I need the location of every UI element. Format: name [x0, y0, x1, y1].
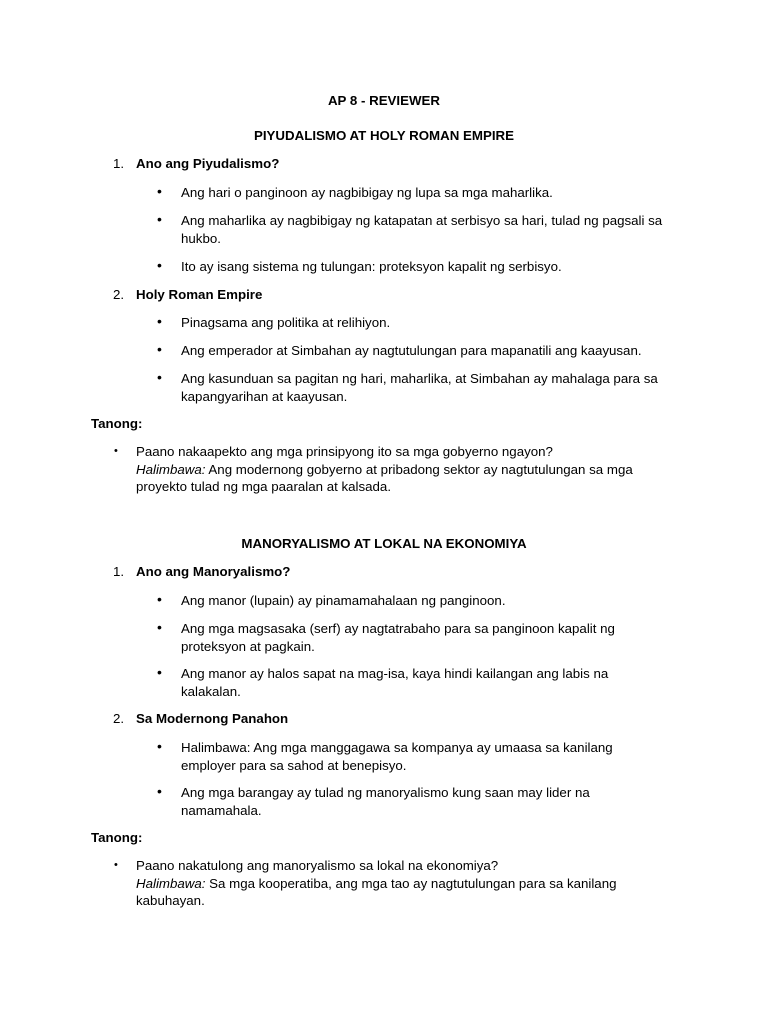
bullet-text: Ang mga barangay ay tulad ng manoryalismo kung saan may lider na namamahala. — [181, 785, 590, 818]
bullet-icon: • — [157, 369, 162, 385]
bullet-icon: • — [157, 313, 162, 329]
bullet-text: Ang maharlika ay nagbibigay ng katapatan at serbisyo sa hari, tulad ng pagsali sa hukbo. — [181, 213, 663, 246]
example-label: Halimbawa: — [136, 875, 206, 891]
bullet-text: Ang manor ay halos sapat na mag-isa, kaya hindi kailangan ang labis na kalakalan. — [181, 666, 609, 699]
bullet-icon: • — [157, 664, 162, 680]
list-item-title: Holy Roman Empire — [136, 287, 263, 302]
list-number: 2. — [113, 711, 125, 726]
bullet-text: Ang mga magsasaka (serf) ay nagtatrabaho para sa panginoon kapalit ng proteksyon at pagkain. — [181, 621, 615, 654]
list-number: 1. — [113, 156, 125, 171]
question-text: Paano nakaapekto ang mga prinsipyong ito sa mga gobyerno ngayon? — [136, 444, 553, 459]
bullet-text: Ang kasunduan sa pagitan ng hari, maharlika, at Simbahan ay mahalaga para sa kapangyarihan at kaayusan. — [181, 371, 658, 404]
question-block — [136, 857, 636, 910]
bullet-icon: • — [157, 591, 162, 607]
document-title: AP 8 - REVIEWER — [327, 93, 441, 108]
section-2-heading: MANORYALISMO AT LOKAL NA EKONOMIYA — [241, 536, 527, 551]
example-text — [136, 875, 636, 910]
bullet-icon: • — [157, 183, 162, 199]
list-number: 2. — [113, 287, 125, 302]
list-item-title: Ano ang Piyudalismo? — [136, 156, 280, 171]
tanong-label: Tanong: — [91, 830, 143, 845]
bullet-icon: • — [157, 257, 162, 273]
example-text — [136, 461, 656, 496]
tanong-label: Tanong: — [91, 416, 143, 431]
question-block — [136, 443, 656, 496]
example-label: Halimbawa: — [136, 461, 206, 477]
example-body: Ang modernong gobyerno at pribadong sektor ay nagtutulungan sa mga proyekto tulad ng mga paaralan at kalsada. — [136, 461, 633, 494]
bullet-icon: • — [114, 859, 118, 871]
list-item-title: Ano ang Manoryalismo? — [136, 564, 291, 579]
example-body: Sa mga kooperatiba, ang mga tao ay nagtutulungan para sa kanilang kabuhayan. — [136, 875, 617, 908]
bullet-text: Ito ay isang sistema ng tulungan: proteksyon kapalit ng serbisyo. — [181, 259, 562, 274]
bullet-text: Ang emperador at Simbahan ay nagtutulungan para mapanatili ang kaayusan. — [181, 343, 642, 358]
bullet-text: Pinagsama ang politika at relihiyon. — [181, 315, 391, 330]
bullet-icon: • — [157, 738, 162, 754]
bullet-icon: • — [114, 445, 118, 457]
bullet-icon: • — [157, 341, 162, 357]
bullet-text: Halimbawa: Ang mga manggagawa sa kompanya ay umaasa sa kanilang employer para sa sahod at benepisyo. — [181, 740, 613, 773]
bullet-text: Ang manor (lupain) ay pinamamahalaan ng panginoon. — [181, 593, 506, 608]
bullet-text: Ang hari o panginoon ay nagbibigay ng lupa sa mga maharlika. — [181, 185, 553, 200]
bullet-icon: • — [157, 783, 162, 799]
bullet-icon: • — [157, 211, 162, 227]
bullet-icon: • — [157, 619, 162, 635]
section-1-heading: PIYUDALISMO AT HOLY ROMAN EMPIRE — [253, 128, 515, 143]
question-text: Paano nakatulong ang manoryalismo sa lokal na ekonomiya? — [136, 858, 499, 873]
list-item-title: Sa Modernong Panahon — [136, 711, 289, 726]
list-number: 1. — [113, 564, 125, 579]
